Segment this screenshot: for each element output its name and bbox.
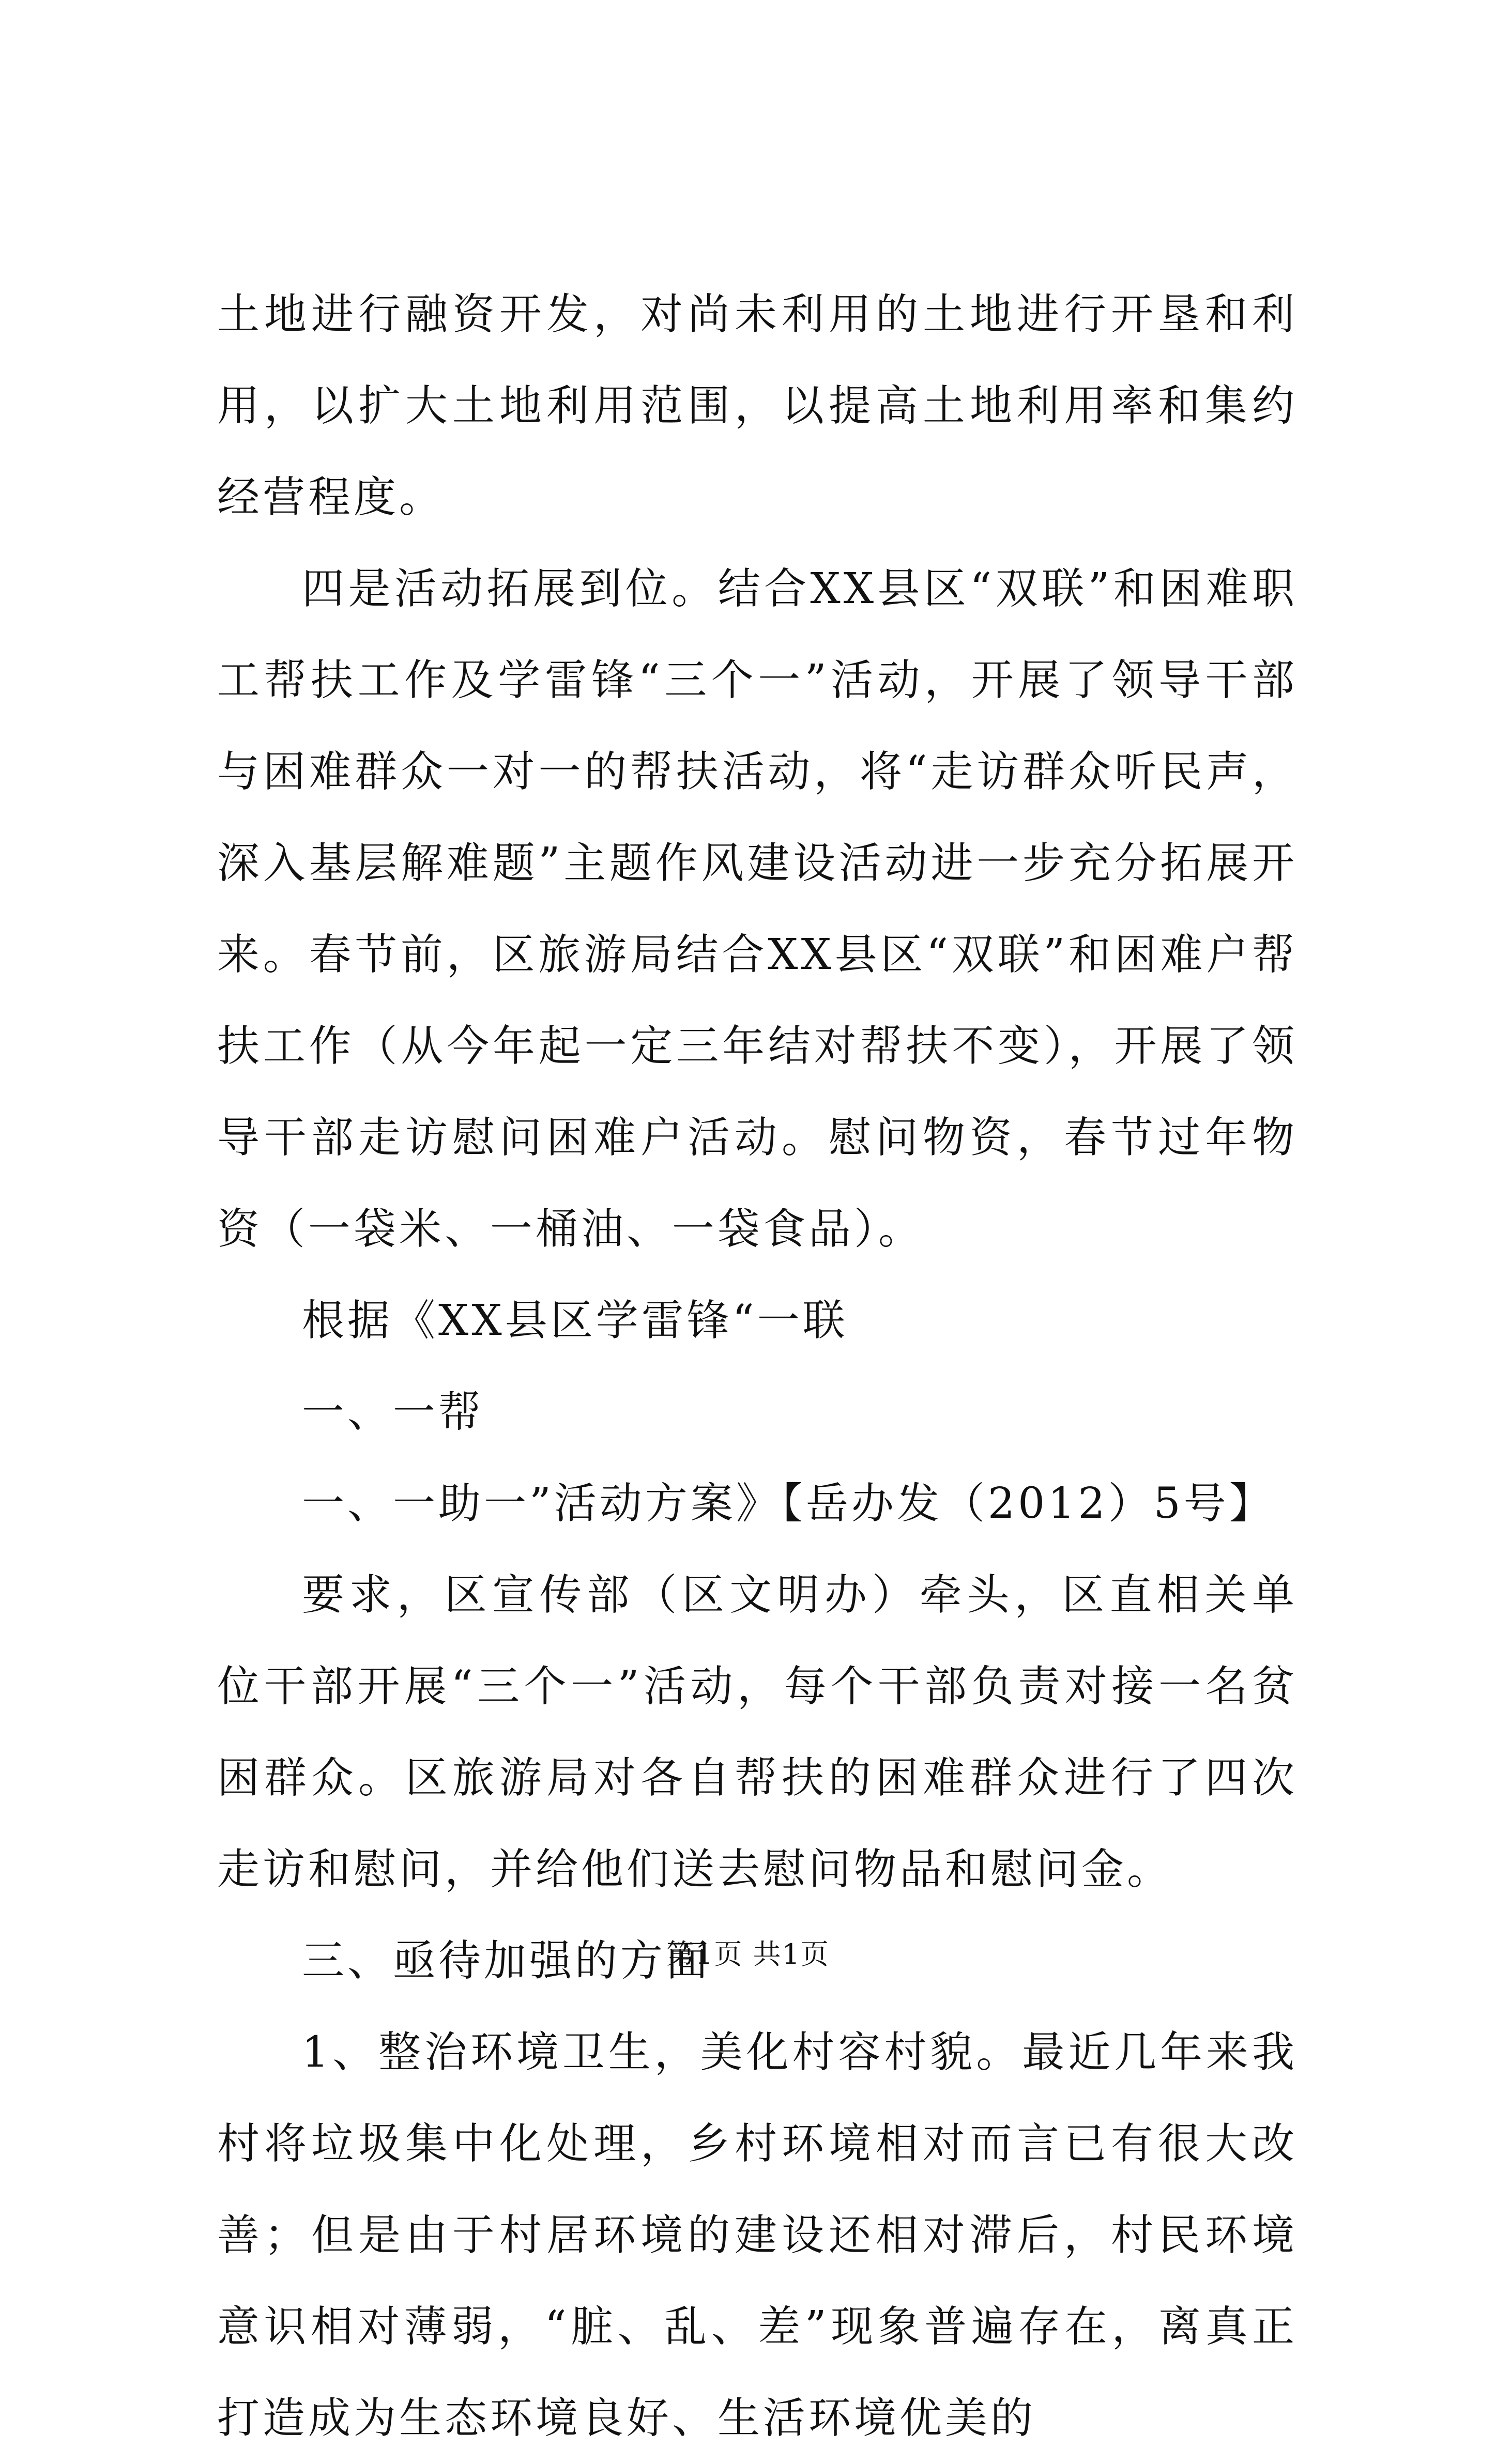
paragraph-land-financing: 土地进行融资开发，对尚未利用的土地进行开垦和利用，以扩大土地利用范围，以提高土地利用率和集约经营程度。: [217, 290, 1297, 522]
document-body: [217, 269, 1297, 2464]
section-heading-areas-to-strengthen: 三、亟待加强的方面: [302, 1936, 712, 1985]
paragraph-activity-plan: 一、一助一”活动方案》【岳办发（2012）5号】: [302, 1479, 1275, 1528]
paragraph-requirements: 要求，区宣传部（区文明办）牵头，区直相关单位干部开展“三个一”活动，每个干部负责对接一名贫困群众。区旅游局对各自帮扶的困难群众进行了四次走访和慰问，并给他们送去慰问物品和慰问金。: [217, 1570, 1297, 1894]
paragraph-one-help: 一、一帮: [302, 1388, 484, 1437]
paragraph-environment: 1、整治环境卫生，美化村容村貌。最近几年来我村将垃圾集中化处理，乡村环境相对而言已有很大改善；但是由于村居环境的建设还相对滞后，村民环境意识相对薄弱，“脏、乱、差”现象普遍存在，离真正打造成为生态环境良好、生活环境优美的: [217, 2028, 1297, 2443]
paragraph-according-to: 根据《XX县区学雷锋“一联: [302, 1296, 848, 1345]
paragraph-activity-expansion: 四是活动拓展到位。结合XX县区“双联”和困难职工帮扶工作及学雷锋“三个一”活动，开展了领导干部与困难群众一对一的帮扶活动，将“走访群众听民声，深入基层解难题”主题作风建设活动进一步充分拓展开来。春节前，区旅游局结合XX县区“双联”和困难户帮扶工作（从今年起一定三年结对帮扶不变），开展了领导干部走访慰问困难户活动。慰问物资，春节过年物资（一袋米、一桶油、一袋食品）。: [217, 564, 1297, 1254]
page-footer: 第1页 共1页: [666, 1938, 830, 1970]
